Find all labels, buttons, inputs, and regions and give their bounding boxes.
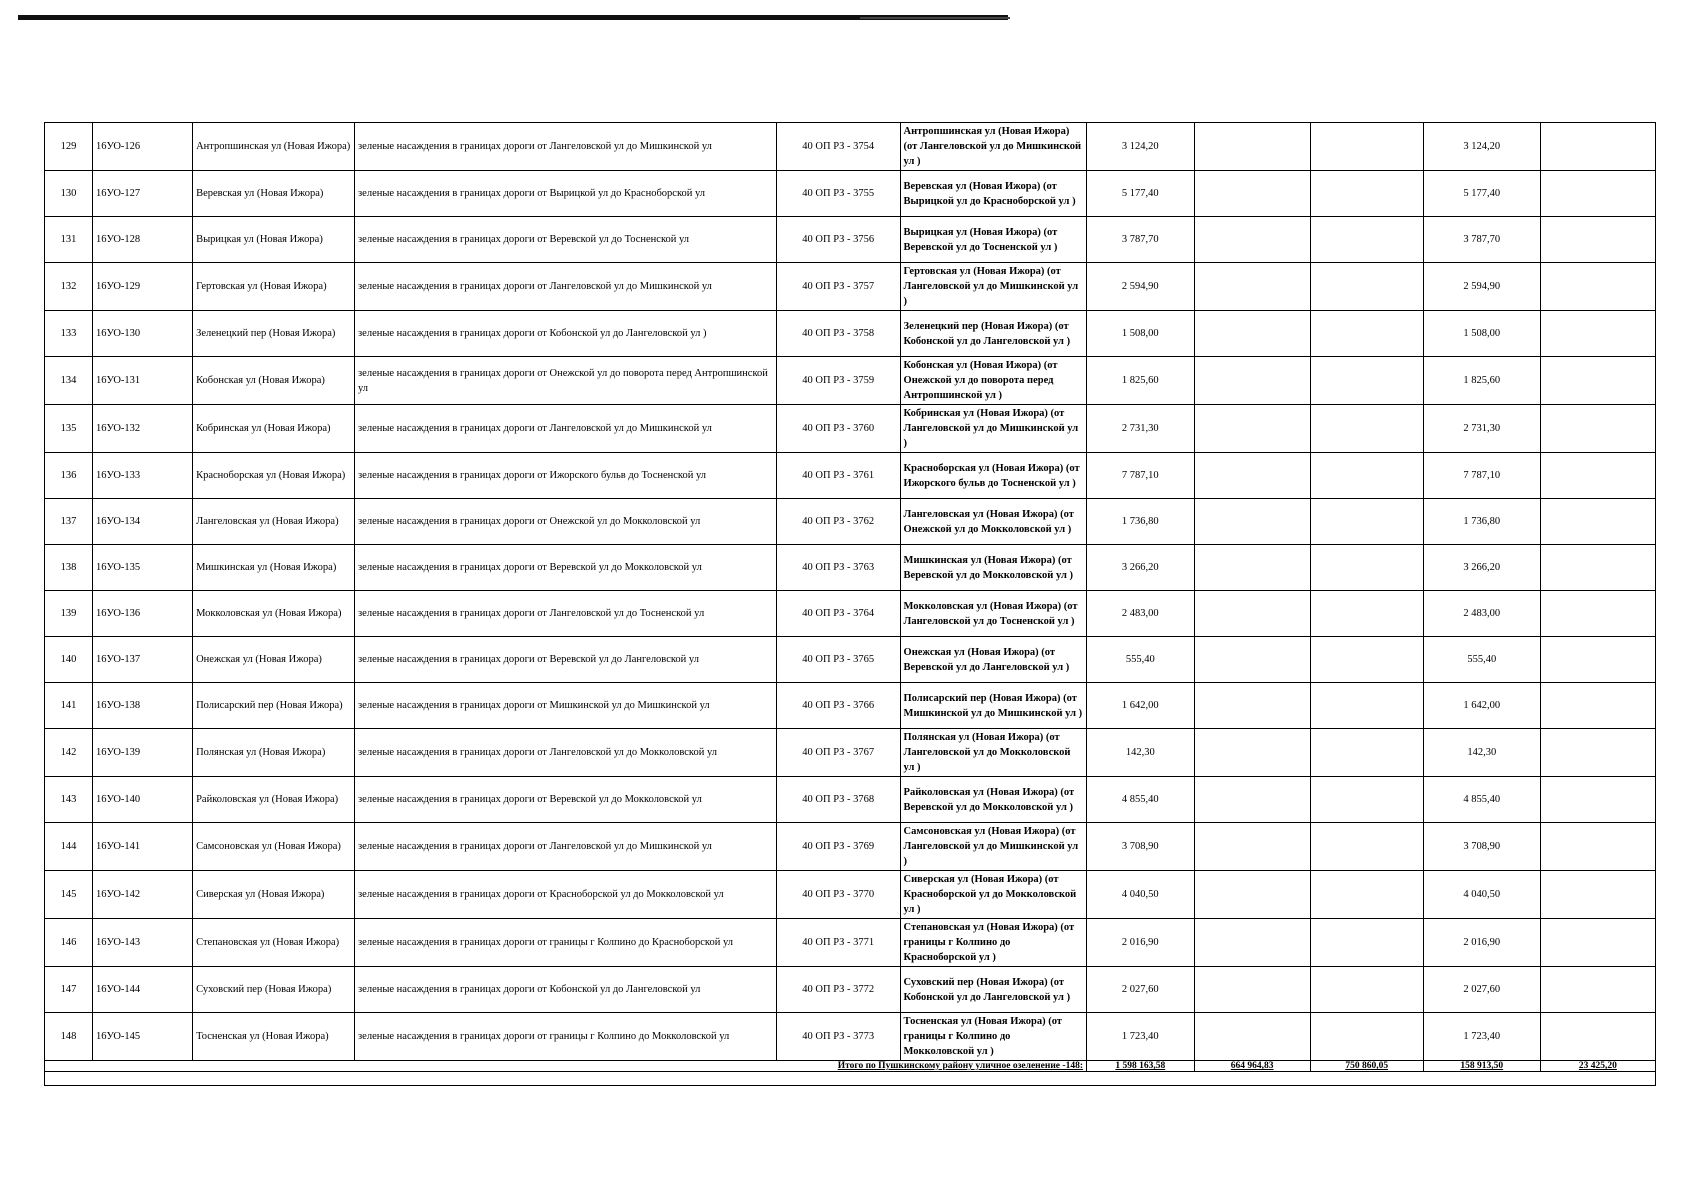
- area-col-1-cell: [1194, 453, 1310, 499]
- area-col-1-cell: [1194, 967, 1310, 1013]
- table-bottom-border-row: [45, 1072, 1656, 1086]
- row-number-cell: 138: [45, 545, 93, 591]
- table-row: [45, 171, 1656, 217]
- street-name-cell: Лангеловская ул (Новая Ижора): [193, 499, 355, 545]
- row-number-cell: 142: [45, 729, 93, 777]
- location-cell: Антропшинская ул (Новая Ижора) (от Лангеловской ул до Мишкинской ул ): [900, 123, 1086, 171]
- area-total-cell: 2 731,30: [1086, 405, 1194, 453]
- area-col-4-cell: [1540, 217, 1655, 263]
- row-number-cell: 140: [45, 637, 93, 683]
- area-col-2-cell: [1310, 1013, 1423, 1061]
- location-cell: Онежская ул (Новая Ижора) (от Веревской ул до Лангеловской ул ): [900, 637, 1086, 683]
- area-col-2-cell: [1310, 263, 1423, 311]
- area-total-cell: 7 787,10: [1086, 453, 1194, 499]
- area-col-3-cell: 5 177,40: [1423, 171, 1540, 217]
- area-col-1-cell: [1194, 405, 1310, 453]
- registry-number-cell: 40 ОП РЗ - 3765: [776, 637, 900, 683]
- row-number-cell: 131: [45, 217, 93, 263]
- area-col-2-cell: [1310, 683, 1423, 729]
- street-name-cell: Райколовская ул (Новая Ижора): [193, 777, 355, 823]
- area-col-3-cell: 2 016,90: [1423, 919, 1540, 967]
- area-col-4-cell: [1540, 729, 1655, 777]
- table-row: [45, 453, 1656, 499]
- registry-number-cell: 40 ОП РЗ - 3757: [776, 263, 900, 311]
- location-cell: Самсоновская ул (Новая Ижора) (от Лангеловской ул до Мишкинской ул ): [900, 823, 1086, 871]
- street-name-cell: Зеленецкий пер (Новая Ижора): [193, 311, 355, 357]
- area-col-1-cell: [1194, 123, 1310, 171]
- area-col-4-cell: [1540, 967, 1655, 1013]
- row-number-cell: 146: [45, 919, 93, 967]
- object-code-cell: 16УО-130: [92, 311, 192, 357]
- area-col-3-cell: 555,40: [1423, 637, 1540, 683]
- area-total-cell: 555,40: [1086, 637, 1194, 683]
- object-description-cell: зеленые насаждения в границах дороги от Вырицкой ул до Красноборской ул: [355, 171, 777, 217]
- area-col-4-cell: [1540, 311, 1655, 357]
- location-cell: Полисарский пер (Новая Ижора) (от Мишкинской ул до Мишкинской ул ): [900, 683, 1086, 729]
- object-code-cell: 16УО-145: [92, 1013, 192, 1061]
- area-total-cell: 1 642,00: [1086, 683, 1194, 729]
- area-total-cell: 4 855,40: [1086, 777, 1194, 823]
- area-col-1-cell: [1194, 683, 1310, 729]
- object-description-cell: зеленые насаждения в границах дороги от Веревской ул до Мокколовской ул: [355, 777, 777, 823]
- location-cell: Полянская ул (Новая Ижора) (от Лангеловской ул до Мокколовской ул ): [900, 729, 1086, 777]
- area-col-1-cell: [1194, 871, 1310, 919]
- area-col-3-cell: 1 508,00: [1423, 311, 1540, 357]
- table-row: [45, 637, 1656, 683]
- area-total-cell: 4 040,50: [1086, 871, 1194, 919]
- object-description-cell: зеленые насаждения в границах дороги от границы г Колпино до Мокколовской ул: [355, 1013, 777, 1061]
- registry-number-cell: 40 ОП РЗ - 3758: [776, 311, 900, 357]
- area-col-2-cell: [1310, 823, 1423, 871]
- street-name-cell: Онежская ул (Новая Ижора): [193, 637, 355, 683]
- object-code-cell: 16УО-133: [92, 453, 192, 499]
- object-code-cell: 16УО-127: [92, 171, 192, 217]
- area-col-3-cell: 2 731,30: [1423, 405, 1540, 453]
- area-col-2-cell: [1310, 453, 1423, 499]
- area-col-4-cell: [1540, 919, 1655, 967]
- object-description-cell: зеленые насаждения в границах дороги от Лангеловской ул до Мишкинской ул: [355, 405, 777, 453]
- area-col-4-cell: [1540, 405, 1655, 453]
- table-row: [45, 823, 1656, 871]
- registry-number-cell: 40 ОП РЗ - 3759: [776, 357, 900, 405]
- location-cell: Гертовская ул (Новая Ижора) (от Лангеловской ул до Мишкинской ул ): [900, 263, 1086, 311]
- street-name-cell: Кобонская ул (Новая Ижора): [193, 357, 355, 405]
- object-description-cell: зеленые насаждения в границах дороги от Лангеловской ул до Мокколовской ул: [355, 729, 777, 777]
- table-row: [45, 1013, 1656, 1061]
- table-row: [45, 777, 1656, 823]
- area-col-1-cell: [1194, 1013, 1310, 1061]
- area-col-4-cell: [1540, 545, 1655, 591]
- area-col-4-cell: [1540, 683, 1655, 729]
- area-col-1-cell: [1194, 591, 1310, 637]
- location-cell: Суховский пер (Новая Ижора) (от Кобонской ул до Лангеловской ул ): [900, 967, 1086, 1013]
- area-col-4-cell: [1540, 777, 1655, 823]
- area-col-3-cell: 7 787,10: [1423, 453, 1540, 499]
- table-row: [45, 499, 1656, 545]
- object-code-cell: 16УО-144: [92, 967, 192, 1013]
- location-cell: Мокколовская ул (Новая Ижора) (от Лангеловской ул до Тосненской ул ): [900, 591, 1086, 637]
- object-description-cell: зеленые насаждения в границах дороги от Лангеловской ул до Мишкинской ул: [355, 823, 777, 871]
- row-number-cell: 139: [45, 591, 93, 637]
- area-col-1-cell: [1194, 171, 1310, 217]
- row-number-cell: 133: [45, 311, 93, 357]
- location-cell: Мишкинская ул (Новая Ижора) (от Веревской ул до Мокколовской ул ): [900, 545, 1086, 591]
- table-row: [45, 311, 1656, 357]
- area-col-2-cell: [1310, 637, 1423, 683]
- area-total-cell: 3 708,90: [1086, 823, 1194, 871]
- area-col-4-cell: [1540, 1013, 1655, 1061]
- area-total-cell: 2 027,60: [1086, 967, 1194, 1013]
- table-row: [45, 357, 1656, 405]
- area-col-2-cell: [1310, 171, 1423, 217]
- object-code-cell: 16УО-136: [92, 591, 192, 637]
- area-col-2-cell: [1310, 545, 1423, 591]
- area-col-2-cell: [1310, 591, 1423, 637]
- area-col-1-cell: [1194, 637, 1310, 683]
- street-name-cell: Мишкинская ул (Новая Ижора): [193, 545, 355, 591]
- table-row: [45, 919, 1656, 967]
- registry-number-cell: 40 ОП РЗ - 3773: [776, 1013, 900, 1061]
- object-code-cell: 16УО-137: [92, 637, 192, 683]
- area-col-1-cell: [1194, 263, 1310, 311]
- location-cell: Сиверская ул (Новая Ижора) (от Красноборской ул до Мокколовской ул ): [900, 871, 1086, 919]
- object-code-cell: 16УО-143: [92, 919, 192, 967]
- area-col-3-cell: 1 736,80: [1423, 499, 1540, 545]
- area-col-2-cell: [1310, 123, 1423, 171]
- street-name-cell: Сиверская ул (Новая Ижора): [193, 871, 355, 919]
- area-total-cell: 5 177,40: [1086, 171, 1194, 217]
- area-total-cell: 1 508,00: [1086, 311, 1194, 357]
- row-number-cell: 135: [45, 405, 93, 453]
- registry-number-cell: 40 ОП РЗ - 3767: [776, 729, 900, 777]
- location-cell: Тосненская ул (Новая Ижора) (от границы г Колпино до Мокколовской ул ): [900, 1013, 1086, 1061]
- location-cell: Райколовская ул (Новая Ижора) (от Веревской ул до Мокколовской ул ): [900, 777, 1086, 823]
- object-description-cell: зеленые насаждения в границах дороги от Мишкинской ул до Мишкинской ул: [355, 683, 777, 729]
- area-col-4-cell: [1540, 453, 1655, 499]
- area-col-4-cell: [1540, 123, 1655, 171]
- area-total-cell: 3 787,70: [1086, 217, 1194, 263]
- area-col-3-cell: 142,30: [1423, 729, 1540, 777]
- registry-number-cell: 40 ОП РЗ - 3754: [776, 123, 900, 171]
- object-description-cell: зеленые насаждения в границах дороги от Кобонской ул до Лангеловской ул: [355, 967, 777, 1013]
- area-col-3-cell: 3 708,90: [1423, 823, 1540, 871]
- area-col-2-cell: [1310, 871, 1423, 919]
- area-total-cell: 2 594,90: [1086, 263, 1194, 311]
- row-number-cell: 147: [45, 967, 93, 1013]
- table-body: [45, 123, 1656, 1061]
- area-col-2-cell: [1310, 729, 1423, 777]
- object-description-cell: зеленые насаждения в границах дороги от Красноборской ул до Мокколовской ул: [355, 871, 777, 919]
- area-col-3-cell: 4 040,50: [1423, 871, 1540, 919]
- object-code-cell: 16УО-128: [92, 217, 192, 263]
- object-description-cell: зеленые насаждения в границах дороги от Онежской ул до поворота перед Антропшинской ул: [355, 357, 777, 405]
- total-label: Итого по Пушкинскому району уличное озеленение -148:: [45, 1061, 1087, 1072]
- registry-number-cell: 40 ОП РЗ - 3771: [776, 919, 900, 967]
- street-name-cell: Мокколовская ул (Новая Ижора): [193, 591, 355, 637]
- object-code-cell: 16УО-141: [92, 823, 192, 871]
- area-total-cell: 1 736,80: [1086, 499, 1194, 545]
- table-row: [45, 545, 1656, 591]
- table-row: [45, 217, 1656, 263]
- area-col-4-cell: [1540, 823, 1655, 871]
- area-col-3-cell: 2 594,90: [1423, 263, 1540, 311]
- area-col-2-cell: [1310, 919, 1423, 967]
- row-number-cell: 145: [45, 871, 93, 919]
- row-number-cell: 143: [45, 777, 93, 823]
- area-total-cell: 1 723,40: [1086, 1013, 1194, 1061]
- area-col-3-cell: 1 642,00: [1423, 683, 1540, 729]
- registry-number-cell: 40 ОП РЗ - 3756: [776, 217, 900, 263]
- area-col-2-cell: [1310, 499, 1423, 545]
- registry-number-cell: 40 ОП РЗ - 3760: [776, 405, 900, 453]
- location-cell: Веревская ул (Новая Ижора) (от Вырицкой ул до Красноборской ул ): [900, 171, 1086, 217]
- area-total-cell: 1 825,60: [1086, 357, 1194, 405]
- registry-number-cell: 40 ОП РЗ - 3764: [776, 591, 900, 637]
- street-name-cell: Суховский пер (Новая Ижора): [193, 967, 355, 1013]
- object-code-cell: 16УО-131: [92, 357, 192, 405]
- area-col-1-cell: [1194, 357, 1310, 405]
- area-total-cell: 142,30: [1086, 729, 1194, 777]
- object-description-cell: зеленые насаждения в границах дороги от Веревской ул до Лангеловской ул: [355, 637, 777, 683]
- street-name-cell: Веревская ул (Новая Ижора): [193, 171, 355, 217]
- row-number-cell: 144: [45, 823, 93, 871]
- location-cell: Степановская ул (Новая Ижора) (от границы г Колпино до Красноборской ул ): [900, 919, 1086, 967]
- area-total-cell: 2 016,90: [1086, 919, 1194, 967]
- area-col-1-cell: [1194, 499, 1310, 545]
- area-col-3-cell: 4 855,40: [1423, 777, 1540, 823]
- total-row: [45, 1061, 1656, 1072]
- total-col-3: 158 913,50: [1423, 1061, 1540, 1072]
- area-col-4-cell: [1540, 637, 1655, 683]
- street-name-cell: Полисарский пер (Новая Ижора): [193, 683, 355, 729]
- area-col-1-cell: [1194, 729, 1310, 777]
- table-row: [45, 729, 1656, 777]
- total-col-2: 750 860,05: [1310, 1061, 1423, 1072]
- street-name-cell: Степановская ул (Новая Ижора): [193, 919, 355, 967]
- area-col-2-cell: [1310, 357, 1423, 405]
- object-code-cell: 16УО-142: [92, 871, 192, 919]
- area-col-3-cell: 2 027,60: [1423, 967, 1540, 1013]
- area-col-1-cell: [1194, 777, 1310, 823]
- area-total-cell: 2 483,00: [1086, 591, 1194, 637]
- street-name-cell: Кобринская ул (Новая Ижора): [193, 405, 355, 453]
- registry-number-cell: 40 ОП РЗ - 3772: [776, 967, 900, 1013]
- table-row: [45, 263, 1656, 311]
- location-cell: Вырицкая ул (Новая Ижора) (от Веревской ул до Тосненской ул ): [900, 217, 1086, 263]
- object-description-cell: зеленые насаждения в границах дороги от Веревской ул до Тосненской ул: [355, 217, 777, 263]
- area-col-4-cell: [1540, 499, 1655, 545]
- total-col-1: 664 964,83: [1194, 1061, 1310, 1072]
- area-total-cell: 3 124,20: [1086, 123, 1194, 171]
- street-name-cell: Вырицкая ул (Новая Ижора): [193, 217, 355, 263]
- object-description-cell: зеленые насаждения в границах дороги от Онежской ул до Мокколовской ул: [355, 499, 777, 545]
- row-number-cell: 130: [45, 171, 93, 217]
- row-number-cell: 148: [45, 1013, 93, 1061]
- table-row: [45, 967, 1656, 1013]
- area-col-1-cell: [1194, 311, 1310, 357]
- scan-border-line-fade: [860, 17, 1010, 19]
- object-description-cell: зеленые насаждения в границах дороги от Лангеловской ул до Мишкинской ул: [355, 123, 777, 171]
- area-col-4-cell: [1540, 171, 1655, 217]
- area-col-3-cell: 3 787,70: [1423, 217, 1540, 263]
- object-description-cell: зеленые насаждения в границах дороги от границы г Колпино до Красноборской ул: [355, 919, 777, 967]
- registry-number-cell: 40 ОП РЗ - 3762: [776, 499, 900, 545]
- location-cell: Лангеловская ул (Новая Ижора) (от Онежской ул до Мокколовской ул ): [900, 499, 1086, 545]
- object-description-cell: зеленые насаждения в границах дороги от Веревской ул до Мокколовской ул: [355, 545, 777, 591]
- object-description-cell: зеленые насаждения в границах дороги от Лангеловской ул до Тосненской ул: [355, 591, 777, 637]
- area-col-4-cell: [1540, 871, 1655, 919]
- location-cell: Кобонская ул (Новая Ижора) (от Онежской ул до поворота перед Антропшинской ул ): [900, 357, 1086, 405]
- area-col-3-cell: 1 723,40: [1423, 1013, 1540, 1061]
- street-name-cell: Красноборская ул (Новая Ижора): [193, 453, 355, 499]
- object-description-cell: зеленые насаждения в границах дороги от Ижорского бульв до Тосненской ул: [355, 453, 777, 499]
- object-code-cell: 16УО-140: [92, 777, 192, 823]
- location-cell: Красноборская ул (Новая Ижора) (от Ижорского бульв до Тосненской ул ): [900, 453, 1086, 499]
- total-col-4: 23 425,20: [1540, 1061, 1655, 1072]
- table-row: [45, 591, 1656, 637]
- area-col-3-cell: 3 266,20: [1423, 545, 1540, 591]
- registry-number-cell: 40 ОП РЗ - 3755: [776, 171, 900, 217]
- street-name-cell: Полянская ул (Новая Ижора): [193, 729, 355, 777]
- area-col-1-cell: [1194, 919, 1310, 967]
- table-row: [45, 123, 1656, 171]
- row-number-cell: 132: [45, 263, 93, 311]
- street-name-cell: Антропшинская ул (Новая Ижора): [193, 123, 355, 171]
- location-cell: Кобринская ул (Новая Ижора) (от Лангеловской ул до Мишкинской ул ): [900, 405, 1086, 453]
- area-col-2-cell: [1310, 967, 1423, 1013]
- green-areas-register-table: [44, 122, 1656, 1086]
- registry-number-cell: 40 ОП РЗ - 3768: [776, 777, 900, 823]
- area-col-1-cell: [1194, 545, 1310, 591]
- object-code-cell: 16УО-126: [92, 123, 192, 171]
- area-col-4-cell: [1540, 263, 1655, 311]
- row-number-cell: 141: [45, 683, 93, 729]
- registry-number-cell: 40 ОП РЗ - 3761: [776, 453, 900, 499]
- table-row: [45, 683, 1656, 729]
- area-col-2-cell: [1310, 777, 1423, 823]
- area-col-3-cell: 3 124,20: [1423, 123, 1540, 171]
- table-row: [45, 871, 1656, 919]
- area-col-1-cell: [1194, 217, 1310, 263]
- registry-number-cell: 40 ОП РЗ - 3769: [776, 823, 900, 871]
- row-number-cell: 136: [45, 453, 93, 499]
- area-col-3-cell: 1 825,60: [1423, 357, 1540, 405]
- registry-number-cell: 40 ОП РЗ - 3766: [776, 683, 900, 729]
- area-col-4-cell: [1540, 357, 1655, 405]
- row-number-cell: 137: [45, 499, 93, 545]
- area-col-1-cell: [1194, 823, 1310, 871]
- registry-number-cell: 40 ОП РЗ - 3763: [776, 545, 900, 591]
- street-name-cell: Самсоновская ул (Новая Ижора): [193, 823, 355, 871]
- object-description-cell: зеленые насаждения в границах дороги от Лангеловской ул до Мишкинской ул: [355, 263, 777, 311]
- row-number-cell: 129: [45, 123, 93, 171]
- total-area: 1 598 163,58: [1086, 1061, 1194, 1072]
- area-col-3-cell: 2 483,00: [1423, 591, 1540, 637]
- area-col-2-cell: [1310, 311, 1423, 357]
- location-cell: Зеленецкий пер (Новая Ижора) (от Кобонской ул до Лангеловской ул ): [900, 311, 1086, 357]
- row-number-cell: 134: [45, 357, 93, 405]
- area-total-cell: 3 266,20: [1086, 545, 1194, 591]
- table-row: [45, 405, 1656, 453]
- object-code-cell: 16УО-138: [92, 683, 192, 729]
- object-code-cell: 16УО-135: [92, 545, 192, 591]
- object-description-cell: зеленые насаждения в границах дороги от Кобонской ул до Лангеловской ул ): [355, 311, 777, 357]
- registry-number-cell: 40 ОП РЗ - 3770: [776, 871, 900, 919]
- street-name-cell: Тосненская ул (Новая Ижора): [193, 1013, 355, 1061]
- area-col-2-cell: [1310, 405, 1423, 453]
- object-code-cell: 16УО-132: [92, 405, 192, 453]
- area-col-2-cell: [1310, 217, 1423, 263]
- area-col-4-cell: [1540, 591, 1655, 637]
- object-code-cell: 16УО-129: [92, 263, 192, 311]
- object-code-cell: 16УО-139: [92, 729, 192, 777]
- table-bottom-border: [45, 1072, 1656, 1086]
- object-code-cell: 16УО-134: [92, 499, 192, 545]
- street-name-cell: Гертовская ул (Новая Ижора): [193, 263, 355, 311]
